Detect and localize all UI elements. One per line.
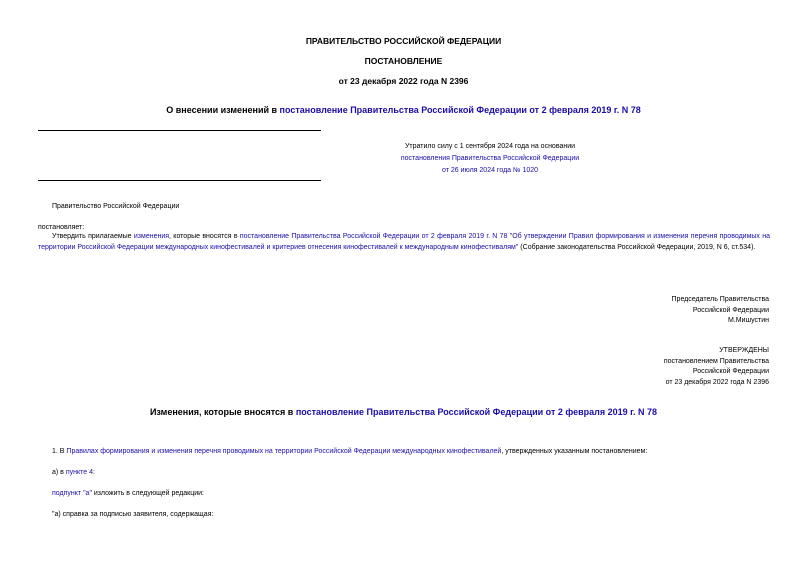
- changes-subclause: [52, 488, 204, 499]
- status-note-decree-link[interactable]: постановления Правительства Российской Федерации: [400, 155, 580, 162]
- changes-quote: "а) справка за подписью заявителя, содержащая:: [52, 511, 214, 518]
- decree-78-link[interactable]: постановление Правительства Российской Федерации от 2 февраля 2019 г. N 78 "Об утверждении Правил формирования и изменения перечня проводимых на территории Российской Федерации международных кинофестивалей и критериев отнесения кинофестивалей к международным кинофестивалям": [38, 233, 770, 251]
- approve-paragraph: [38, 232, 770, 253]
- approved-caption: УТВЕРЖДЕНЫ: [719, 347, 769, 354]
- signature-country: Российской Федерации: [692, 306, 769, 314]
- resolves-text: постановляет:: [38, 224, 85, 231]
- document-title-link[interactable]: постановление Правительства Российской Федерации от 2 февраля 2019 г. N 78: [279, 105, 641, 115]
- changes-item-a: [52, 467, 95, 478]
- document-title-prefix: О внесении изменений в: [166, 105, 280, 115]
- issuer-text: Правительство Российской Федерации: [52, 203, 180, 210]
- divider-top: [38, 130, 321, 131]
- approved-block: [664, 346, 769, 388]
- changes-item-1: [52, 446, 647, 457]
- item-1-suffix: , утвержденных указанным постановлением:: [501, 448, 648, 455]
- divider-bottom: [38, 180, 321, 181]
- clause-4-link[interactable]: пункте 4: [65, 469, 93, 476]
- approved-country: Российской Федерации: [692, 368, 769, 375]
- changes-heading-link[interactable]: постановление Правительства Российской Федерации от 2 февраля 2019 г. N 78: [295, 407, 658, 417]
- signature-block: [672, 295, 769, 327]
- document-date-number: от 23 декабря 2022 года N 2396: [338, 76, 469, 86]
- item-a-suffix: :: [93, 469, 95, 476]
- approve-suffix: (Собрание законодательства Российской Федерации, 2019, N 6, ст.534).: [518, 243, 756, 251]
- approved-date: от 23 декабря 2022 года N 2396: [665, 378, 769, 386]
- changes-link[interactable]: изменения: [133, 233, 170, 240]
- approve-prefix: Утвердить прилагаемые: [52, 233, 134, 240]
- changes-heading: [0, 407, 807, 417]
- subclause-a-link[interactable]: подпункт "а": [52, 490, 92, 497]
- approved-by: постановлением Правительства: [663, 357, 769, 365]
- signature-position: Председатель Правительства: [671, 296, 769, 303]
- changes-heading-prefix: Изменения, которые вносятся в: [149, 407, 296, 417]
- document-title: [0, 105, 807, 115]
- status-note-line1: Утратило силу с 1 сентября 2024 года на основании: [404, 143, 576, 150]
- status-note-date-link[interactable]: от 26 июля 2024 года № 1020: [441, 167, 539, 174]
- approve-mid: , которые вносятся в: [169, 233, 240, 240]
- signature-name: М.Мишустин: [727, 317, 769, 324]
- status-note: [180, 141, 800, 177]
- subclause-suffix: изложить в следующей редакции:: [91, 490, 204, 497]
- document-type: ПОСТАНОВЛЕНИЕ: [364, 56, 443, 66]
- government-heading: ПРАВИТЕЛЬСТВО РОССИЙСКОЙ ФЕДЕРАЦИИ: [305, 36, 502, 46]
- rules-link[interactable]: Правилах формирования и изменения перечня проводимых на территории Российской Федерации международных кинофестивалей: [66, 448, 502, 455]
- item-a-prefix: а) в: [52, 469, 66, 476]
- item-1-prefix: 1. В: [52, 448, 67, 455]
